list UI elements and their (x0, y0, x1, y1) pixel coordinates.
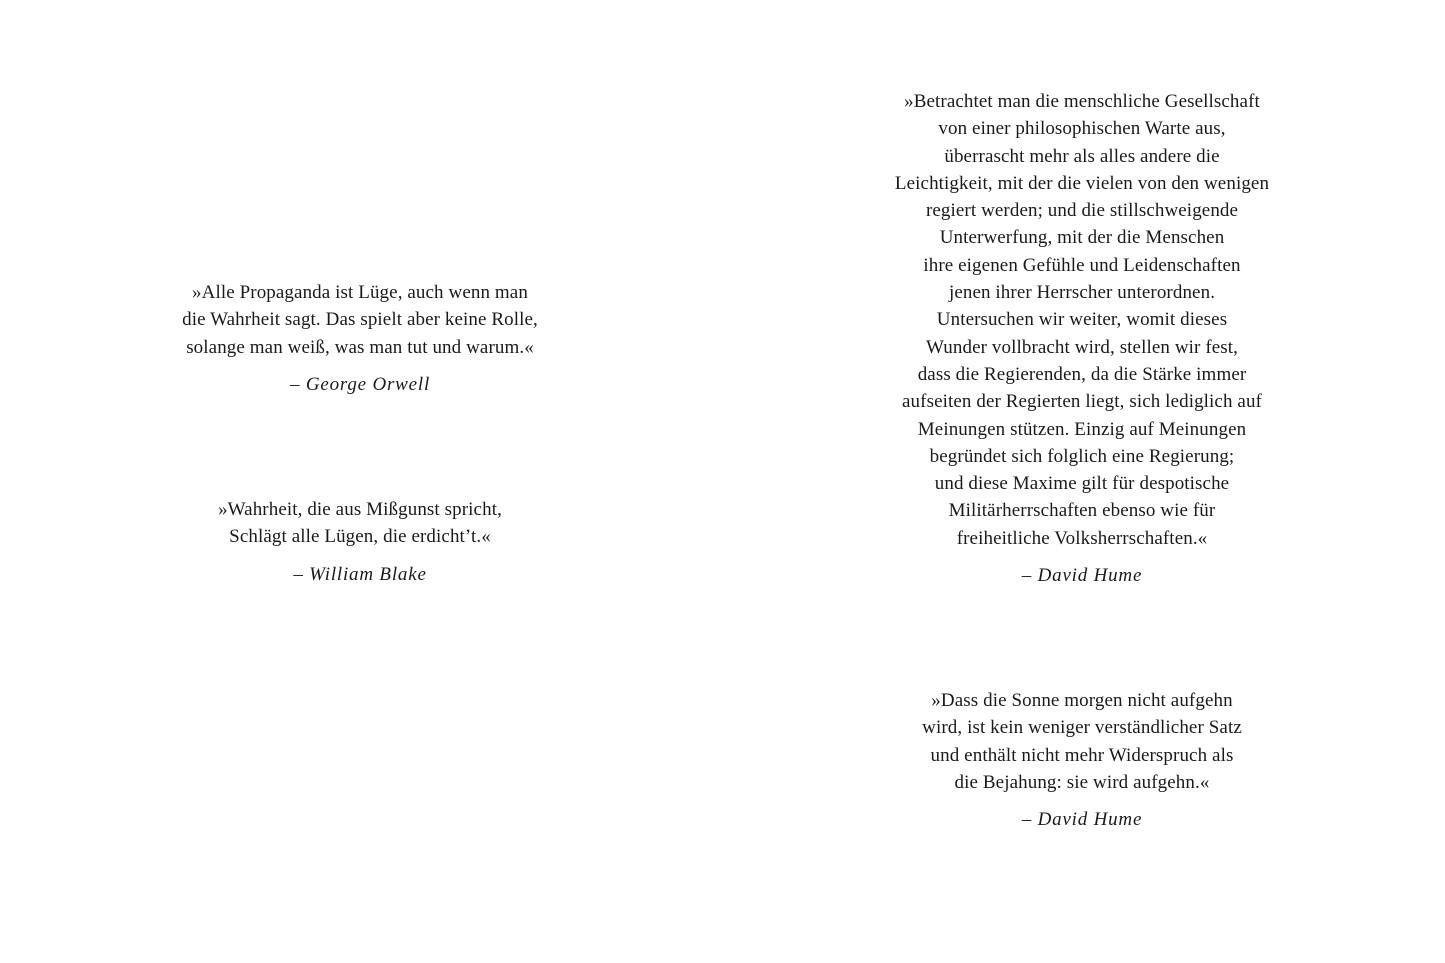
quote-line: »Alle Propaganda ist Lüge, auch wenn man (192, 282, 528, 303)
quote-line: freiheitliche Volksherrschaften.« (956, 527, 1208, 549)
quote-line: jenen ihrer Herrscher unterordnen. (948, 282, 1216, 304)
quote-text (862, 88, 1302, 552)
quote-hume-government (862, 88, 1302, 589)
quote-line: begründet sich folglich eine Regierung; (929, 445, 1235, 467)
quote-line: regiert werden; und die stillschweigende (925, 200, 1239, 222)
quote-line: Unterwerfung, mit der die Menschen (939, 227, 1225, 249)
quote-line: und diese Maxime gilt für despotische (934, 473, 1230, 495)
quote-line: die Bejahung: sie wird aufgehn.« (954, 771, 1210, 793)
quote-line: aufseiten der Regierten liegt, sich lediglich auf (902, 391, 1262, 413)
quote-line: Schlägt alle Lügen, die erdicht’t.« (229, 526, 491, 548)
quote-line: wird, ist kein weniger verständlicher Satz (922, 717, 1242, 739)
quote-line: dass die Regierenden, da die Stärke immer (917, 363, 1247, 385)
quote-line: überrascht mehr als alles andere die (944, 145, 1220, 167)
quote-text (160, 279, 560, 361)
quote-author: – George Orwell (289, 373, 431, 395)
quote-line: Wunder vollbracht wird, stellen wir fest, (926, 336, 1238, 358)
quote-line: »Dass die Sonne morgen nicht aufgehn (931, 690, 1233, 711)
quote-author: – David Hume (1021, 809, 1143, 831)
quote-hume-sun (862, 687, 1302, 833)
quote-text (862, 687, 1302, 796)
quote-line: Leichtigkeit, mit der die vielen von den wenigen (894, 172, 1270, 194)
quote-line: Militärherrschaften ebenso wie für (948, 500, 1216, 522)
quote-author: – David Hume (1021, 565, 1143, 587)
quote-text (160, 496, 560, 551)
quote-line: Meinungen stützen. Einzig auf Meinungen (917, 418, 1247, 440)
quote-line: »Betrachtet man die menschliche Gesellschaft (904, 91, 1260, 112)
quote-line: Untersuchen wir weiter, womit dieses (936, 309, 1228, 331)
quote-blake (160, 496, 560, 588)
quote-author: – William Blake (293, 563, 427, 585)
right-page (722, 0, 1445, 963)
quote-orwell (160, 279, 560, 398)
left-page (0, 0, 722, 963)
quote-line: die Wahrheit sagt. Das spielt aber keine Rolle, (182, 309, 538, 331)
quote-line: ihre eigenen Gefühle und Leidenschaften (923, 254, 1241, 276)
quote-line: solange man weiß, was man tut und warum.« (186, 336, 534, 358)
quote-line: von einer philosophischen Warte aus, (938, 118, 1226, 140)
quote-line: und enthält nicht mehr Widerspruch als (930, 744, 1234, 766)
quote-line: »Wahrheit, die aus Mißgunst spricht, (218, 499, 502, 520)
